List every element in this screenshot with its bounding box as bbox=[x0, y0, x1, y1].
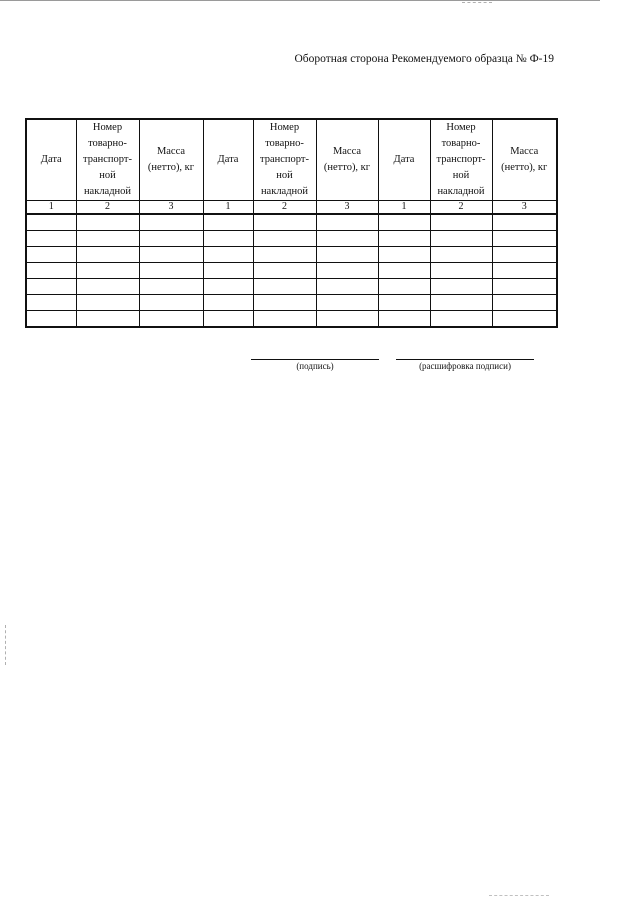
table-row bbox=[26, 214, 557, 231]
table-cell bbox=[378, 214, 430, 231]
column-header-waybill: Номер товарно- транспорт- ной накладной bbox=[253, 119, 316, 201]
table-cell bbox=[76, 279, 139, 295]
table-cell bbox=[26, 311, 76, 328]
table-cell bbox=[26, 263, 76, 279]
table-cell bbox=[76, 263, 139, 279]
column-header-waybill: Номер товарно- транспорт- ной накладной bbox=[430, 119, 492, 201]
column-header-mass: Масса (нетто), кг bbox=[139, 119, 203, 201]
column-number: 1 bbox=[203, 201, 253, 215]
table-row bbox=[26, 311, 557, 328]
signature-line bbox=[251, 359, 379, 360]
table-cell bbox=[316, 311, 378, 328]
table-cell bbox=[139, 231, 203, 247]
column-header-waybill: Номер товарно- транспорт- ной накладной bbox=[76, 119, 139, 201]
table-cell bbox=[26, 295, 76, 311]
table-cell bbox=[492, 311, 557, 328]
table-cell bbox=[139, 279, 203, 295]
table-cell bbox=[253, 295, 316, 311]
table-cell bbox=[430, 214, 492, 231]
table-cell bbox=[316, 247, 378, 263]
table-cell bbox=[139, 311, 203, 328]
scan-bottom-mark bbox=[489, 895, 549, 897]
table-cell bbox=[430, 311, 492, 328]
table-cell bbox=[430, 247, 492, 263]
table-cell bbox=[492, 263, 557, 279]
table-row bbox=[26, 247, 557, 263]
table-cell bbox=[26, 214, 76, 231]
column-number: 2 bbox=[430, 201, 492, 215]
table-cell bbox=[316, 214, 378, 231]
table-cell bbox=[492, 279, 557, 295]
table-cell bbox=[139, 295, 203, 311]
table-row bbox=[26, 279, 557, 295]
table-cell bbox=[316, 231, 378, 247]
column-number: 3 bbox=[316, 201, 378, 215]
table-row bbox=[26, 231, 557, 247]
table-cell bbox=[203, 214, 253, 231]
table-cell bbox=[253, 231, 316, 247]
scan-mark bbox=[462, 2, 492, 4]
table-cell bbox=[430, 279, 492, 295]
column-number: 2 bbox=[253, 201, 316, 215]
table-cell bbox=[492, 214, 557, 231]
table-cell bbox=[378, 311, 430, 328]
table-row bbox=[26, 263, 557, 279]
table-header-row bbox=[26, 119, 557, 201]
table-cell bbox=[76, 247, 139, 263]
signature-caption: (подпись) bbox=[296, 361, 334, 371]
table-cell bbox=[76, 295, 139, 311]
table-cell bbox=[203, 279, 253, 295]
table-cell bbox=[378, 247, 430, 263]
table-cell bbox=[139, 263, 203, 279]
table-cell bbox=[378, 263, 430, 279]
document-header: Оборотная сторона Рекомендуемого образца № Ф-19 bbox=[294, 53, 554, 65]
table-cell bbox=[253, 247, 316, 263]
column-number: 3 bbox=[492, 201, 557, 215]
column-number: 2 bbox=[76, 201, 139, 215]
table-cell bbox=[26, 231, 76, 247]
signature-decode-line bbox=[396, 359, 534, 360]
table-cell bbox=[76, 311, 139, 328]
records-table bbox=[25, 118, 558, 328]
table-cell bbox=[430, 231, 492, 247]
table-cell bbox=[139, 214, 203, 231]
table-row bbox=[26, 295, 557, 311]
scan-side-mark bbox=[5, 625, 7, 665]
table-cell bbox=[492, 247, 557, 263]
table-cell bbox=[26, 279, 76, 295]
column-header-mass: Масса (нетто), кг bbox=[492, 119, 557, 201]
table-cell bbox=[203, 263, 253, 279]
table-cell bbox=[316, 295, 378, 311]
table-cell bbox=[378, 279, 430, 295]
column-header-date: Дата bbox=[378, 119, 430, 201]
table-cell bbox=[76, 214, 139, 231]
table-cell bbox=[253, 214, 316, 231]
table-cell bbox=[316, 279, 378, 295]
column-header-date: Дата bbox=[203, 119, 253, 201]
table-cell bbox=[26, 247, 76, 263]
column-header-mass: Масса (нетто), кг bbox=[316, 119, 378, 201]
column-number: 1 bbox=[26, 201, 76, 215]
table-cell bbox=[139, 247, 203, 263]
table-cell bbox=[378, 295, 430, 311]
table-cell bbox=[203, 295, 253, 311]
table-cell bbox=[253, 279, 316, 295]
table-cell bbox=[430, 295, 492, 311]
table-cell bbox=[76, 231, 139, 247]
table-cell bbox=[492, 295, 557, 311]
table-cell bbox=[203, 311, 253, 328]
table-cell bbox=[253, 311, 316, 328]
column-header-date: Дата bbox=[26, 119, 76, 201]
table-cell bbox=[253, 263, 316, 279]
scan-top-edge bbox=[0, 0, 600, 1]
table-cell bbox=[203, 231, 253, 247]
table-cell bbox=[203, 247, 253, 263]
table-cell bbox=[316, 263, 378, 279]
table-cell bbox=[492, 231, 557, 247]
table-cell bbox=[430, 263, 492, 279]
table-cell bbox=[378, 231, 430, 247]
signature-decode-caption: (расшифровка подписи) bbox=[419, 361, 511, 371]
column-number: 1 bbox=[378, 201, 430, 215]
column-number-row bbox=[26, 201, 557, 215]
column-number: 3 bbox=[139, 201, 203, 215]
